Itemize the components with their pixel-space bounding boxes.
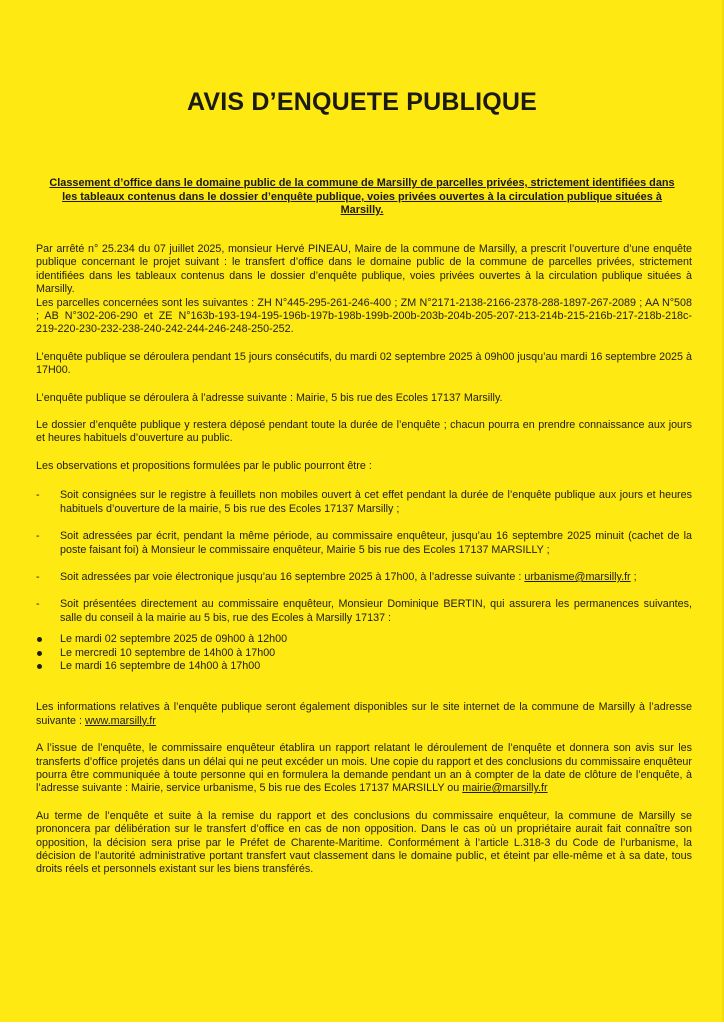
- observations-intro: Les observations et propositions formulées par le public pourront être :: [36, 459, 372, 472]
- dash-marker: -: [36, 489, 40, 502]
- internet-text: Les informations relatives à l’enquête publique seront également disponibles sur le site internet de la commune de Marsilly à l’adresse suivante :: [36, 701, 692, 727]
- report-paragraph: [36, 742, 692, 796]
- notice-subtitle: Classement d’office dans le domaine public de la commune de Marsilly de parcelles privées, strictement identifiées dans les tableaux contenus dans le dossier d’enquête publique, voies privées ouvertes à la circulation publique situées à Marsilly.: [49, 177, 675, 216]
- list-item: [36, 530, 692, 557]
- internet-paragraph: [36, 701, 692, 728]
- list-item: [36, 598, 692, 625]
- observation-suffix: ;: [630, 570, 637, 583]
- observation-text: Soit adressées par écrit, pendant la même période, au commissaire enquêteur, jusqu’au 16 septembre 2025 minuit (cachet de la poste faisant foi) à Monsieur le commissaire enquêteur, Mairie 5 bis rue des Ecoles 17137 MARSILLY ;: [60, 530, 692, 556]
- list-item: [36, 660, 692, 673]
- conclusion-paragraph: Au terme de l’enquête et suite à la remise du rapport et des conclusions du commissaire enquêteur, la commune de Marsilly se prononcera par délibération sur le transfert d’office en cas de non opposition. Dans le cas où un propriétaire aurait fait connaître son opposition, la décision sera prise par le Préfet de Charente-Maritime. Conformément à l’article L.318-3 du Code de l’urbanisme, la décision de l’autorité administrative portant transfert vaut classement dans le domaine public, et éteint par elle-même et à sa date, tous droits réels et personnels existant sur les biens transférés.: [36, 809, 692, 876]
- permanence-text: Le mercredi 10 septembre de 14h00 à 17h00: [60, 646, 276, 659]
- intro-text: Par arrêté n° 25.234 du 07 juillet 2025, monsieur Hervé PINEAU, Maire de la commune de Marsilly, a prescrit l’ouverture d’une enquête publique concernant le projet suivant : le transfert d’office dans le domaine public de la commune de parcelles privées, strictement identifiées dans les tableaux contenus dans le dossier d’enquête publique, voies privées ouvertes à la circulation publique situées à Marsilly.: [36, 243, 692, 296]
- permanences-list: [36, 633, 692, 673]
- bullet-icon: [37, 664, 42, 669]
- parcels-text: Les parcelles concernées sont les suivantes : ZH N°445-295-261-246-400 ; ZM N°2171-2138-2166-2378-288-1897-267-2089 ; AA N°508 ; AB N°302-206-290 et ZE N°163b-193-194-195-196b-197b-198b-199b-200b-203b-204b-205-207-213-214b-215-216b-217-218b-218c-219-220-230-232-238-240-242-244-246-248-250-252.: [36, 296, 692, 336]
- address-paragraph: L’enquête publique se déroulera à l’adresse suivante : Mairie, 5 bis rue des Ecoles 17137 Marsilly.: [36, 391, 503, 404]
- notice-body: [36, 243, 692, 877]
- dash-marker: -: [36, 570, 40, 583]
- dash-marker: -: [36, 530, 40, 543]
- mairie-email-link[interactable]: mairie@marsilly.fr: [462, 782, 548, 795]
- bullet-icon: [37, 651, 42, 656]
- bullet-icon: [37, 637, 42, 642]
- observation-text: Soit adressées par voie électronique jusqu’au 16 septembre 2025 à 17h00, à l’adresse suivante :: [60, 570, 525, 583]
- list-item: [36, 633, 692, 646]
- section-spacer: [36, 673, 692, 701]
- report-text: A l’issue de l’enquête, le commissaire enquêteur établira un rapport relatant le déroulement de l’enquête et donnera son avis sur les transferts d’office projetés dans un délai qui ne peut excéder un mois. Une copie du rapport et des conclusions du commissaire enquêteur pourra être communiquée à toute personne qui en formulera la demande pendant un an à compter de la date de clôture de l’enquête, à l’adresse suivante : Mairie, service urbanisme, 5 bis rue des Ecoles 17137 MARSILLY ou: [36, 742, 692, 795]
- observation-text: Soit présentées directement au commissaire enquêteur, Monsieur Dominique BERTIN, qui assurera les permanences suivantes, salle du conseil à la mairie au 5 bis, rue des Ecoles à Marsilly 17137 :: [60, 598, 692, 624]
- urbanisme-email-link[interactable]: urbanisme@marsilly.fr: [524, 570, 631, 583]
- dash-marker: -: [36, 598, 40, 611]
- duration-paragraph: L’enquête publique se déroulera pendant 15 jours consécutifs, du mardi 02 septembre 2025 à 09h00 jusqu’au mardi 16 septembre 2025 à 17H00.: [36, 350, 692, 377]
- list-item: [36, 647, 692, 660]
- observations-list: [36, 489, 692, 625]
- notice-title: AVIS D’ENQUETE PUBLIQUE: [186, 88, 537, 116]
- permanence-text: Le mardi 02 septembre 2025 de 09h00 à 12h00: [60, 633, 288, 646]
- intro-paragraph: [36, 243, 692, 337]
- list-item: [36, 489, 692, 516]
- dossier-paragraph: Le dossier d’enquête publique y restera déposé pendant toute la durée de l’enquête ; chacun pourra en prendre connaissance aux jours et heures habituels d’ouverture au public.: [36, 419, 692, 445]
- permanence-text: Le mardi 16 septembre de 14h00 à 17h00: [60, 659, 261, 672]
- website-link[interactable]: www.marsilly.fr: [85, 714, 156, 727]
- list-item: [36, 571, 692, 584]
- observation-text: Soit consignées sur le registre à feuillets non mobiles ouvert à cet effet pendant la durée de l’enquête publique aux jours et heures habituels d’ouverture de la mairie, 5 bis rue des Ecoles 17137 Marsilly ;: [60, 489, 692, 515]
